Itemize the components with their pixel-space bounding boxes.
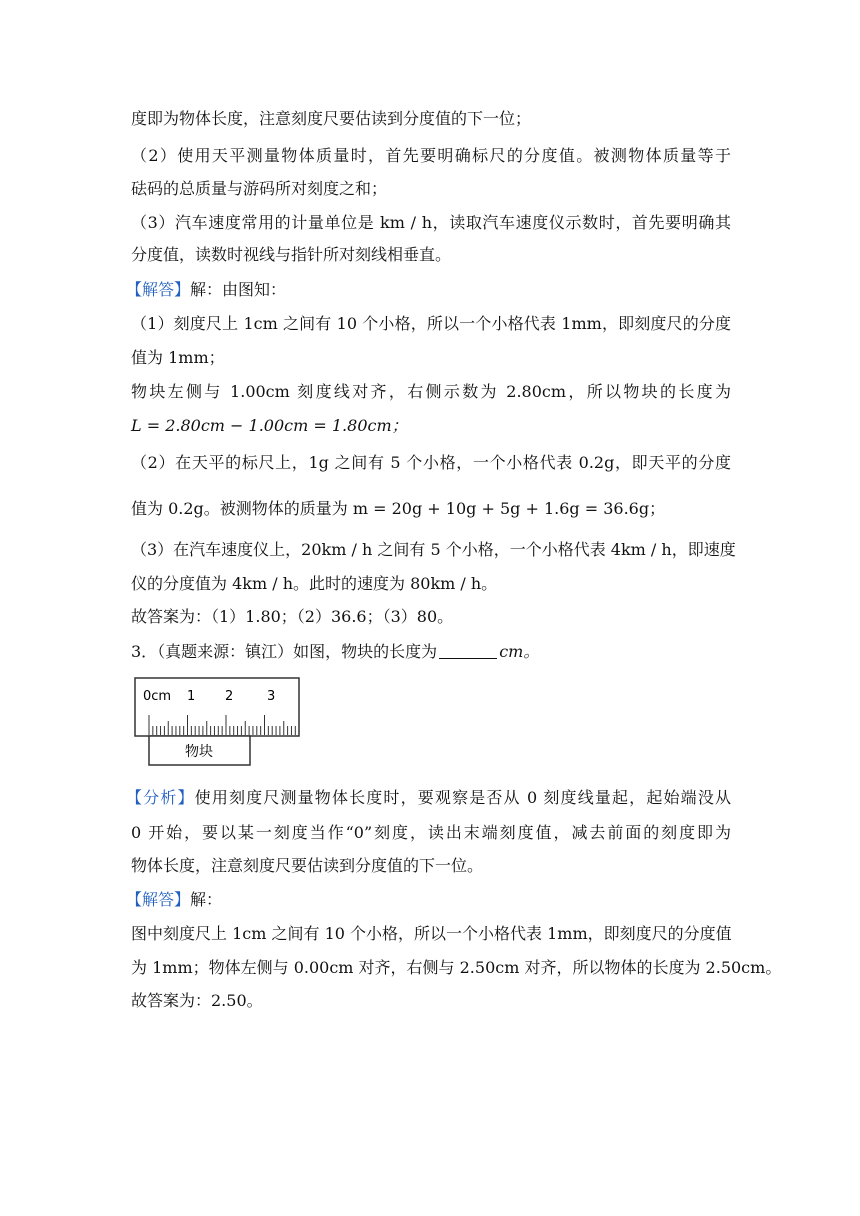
text-line: 度即为物体长度，注意刻度尺要估读到分度值的下一位；	[131, 109, 532, 128]
formula-line: L = 2.80cm − 1.00cm = 1.80cm；	[131, 416, 408, 435]
text-line: 砝码的总质量与游码所对刻度之和；	[131, 179, 388, 198]
text-line: 物块左侧与 1.00cm 刻度线对齐，右侧示数为 2.80cm，所以物块的长度为	[131, 382, 731, 401]
answer-intro: 解：	[190, 890, 223, 909]
text-line: 仪的分度值为 4km / h。此时的速度为 80km / h。	[131, 574, 498, 593]
text-line: 图中刻度尺上 1cm 之间有 10 个小格，所以一个小格代表 1mm，即刻度尺的分度值	[131, 924, 732, 943]
text-line: 值为 1mm；	[131, 348, 225, 367]
text-line: 分度值，读数时视线与指针所对刻线相垂直。	[131, 245, 452, 264]
text-line: （2）在天平的标尺上，1g 之间有 5 个小格，一个小格代表 0.2g，即天平的分度	[131, 453, 731, 472]
text-line: 为 1mm；物体左侧与 0.00cm 对齐，右侧与 2.50cm 对齐，所以物体的长度为 2.50cm。	[131, 958, 782, 977]
ruler-label-3: 3	[267, 689, 276, 704]
question-text: 3．（真题来源：镇江）如图，物块的长度为	[131, 642, 438, 661]
answer-tag: 【解答】	[126, 890, 191, 909]
ruler-label-2: 2	[225, 689, 234, 704]
text-line: 值为 0.2g。被测物体的质量为 m = 20g + 10g + 5g + 1.6g = 36.6g；	[131, 499, 666, 518]
text-line: 物体长度，注意刻度尺要估读到分度值的下一位。	[131, 856, 484, 875]
answer-blank	[439, 642, 497, 659]
analysis-text: 使用刻度尺测量物体长度时，要观察是否从 0 刻度线量起，起始端没从	[194, 788, 731, 807]
answer-heading	[126, 889, 726, 911]
text-line: （3）在汽车速度仪上，20km / h 之间有 5 个小格，一个小格代表 4km / h，即速度	[131, 540, 736, 559]
answer-tag: 【解答】	[126, 280, 191, 299]
analysis-line	[126, 787, 731, 809]
text-line: （3）汽车速度常用的计量单位是 km / h，读取汽车速度仪示数时，首先要明确其	[131, 213, 731, 232]
question-line	[131, 641, 731, 663]
ruler-label-0: 0cm	[143, 689, 172, 704]
text-line: （2）使用天平测量物体质量时，首先要明确标尺的分度值。被测物体质量等于	[131, 146, 731, 165]
ruler-label-1: 1	[187, 689, 196, 704]
ruler-figure	[134, 677, 304, 767]
text-line: 故答案为：（1）1.80；（2）36.6；（3）80。	[131, 607, 454, 626]
text-line: （1）刻度尺上 1cm 之间有 10 个小格，所以一个小格代表 1mm，即刻度尺的分度	[131, 314, 731, 333]
ruler-diagram	[134, 677, 304, 767]
question-unit: cm。	[499, 642, 540, 661]
answer-heading	[126, 279, 726, 301]
block-label: 物块	[185, 744, 213, 760]
text-line: 故答案为：2.50。	[131, 991, 263, 1010]
answer-intro: 解：由图知：	[190, 280, 287, 299]
analysis-tag: 【分析】	[126, 788, 195, 807]
ruler-body	[135, 678, 299, 736]
text-line: 0 开始，要以某一刻度当作“0”刻度，读出末端刻度值，减去前面的刻度即为	[131, 823, 731, 842]
